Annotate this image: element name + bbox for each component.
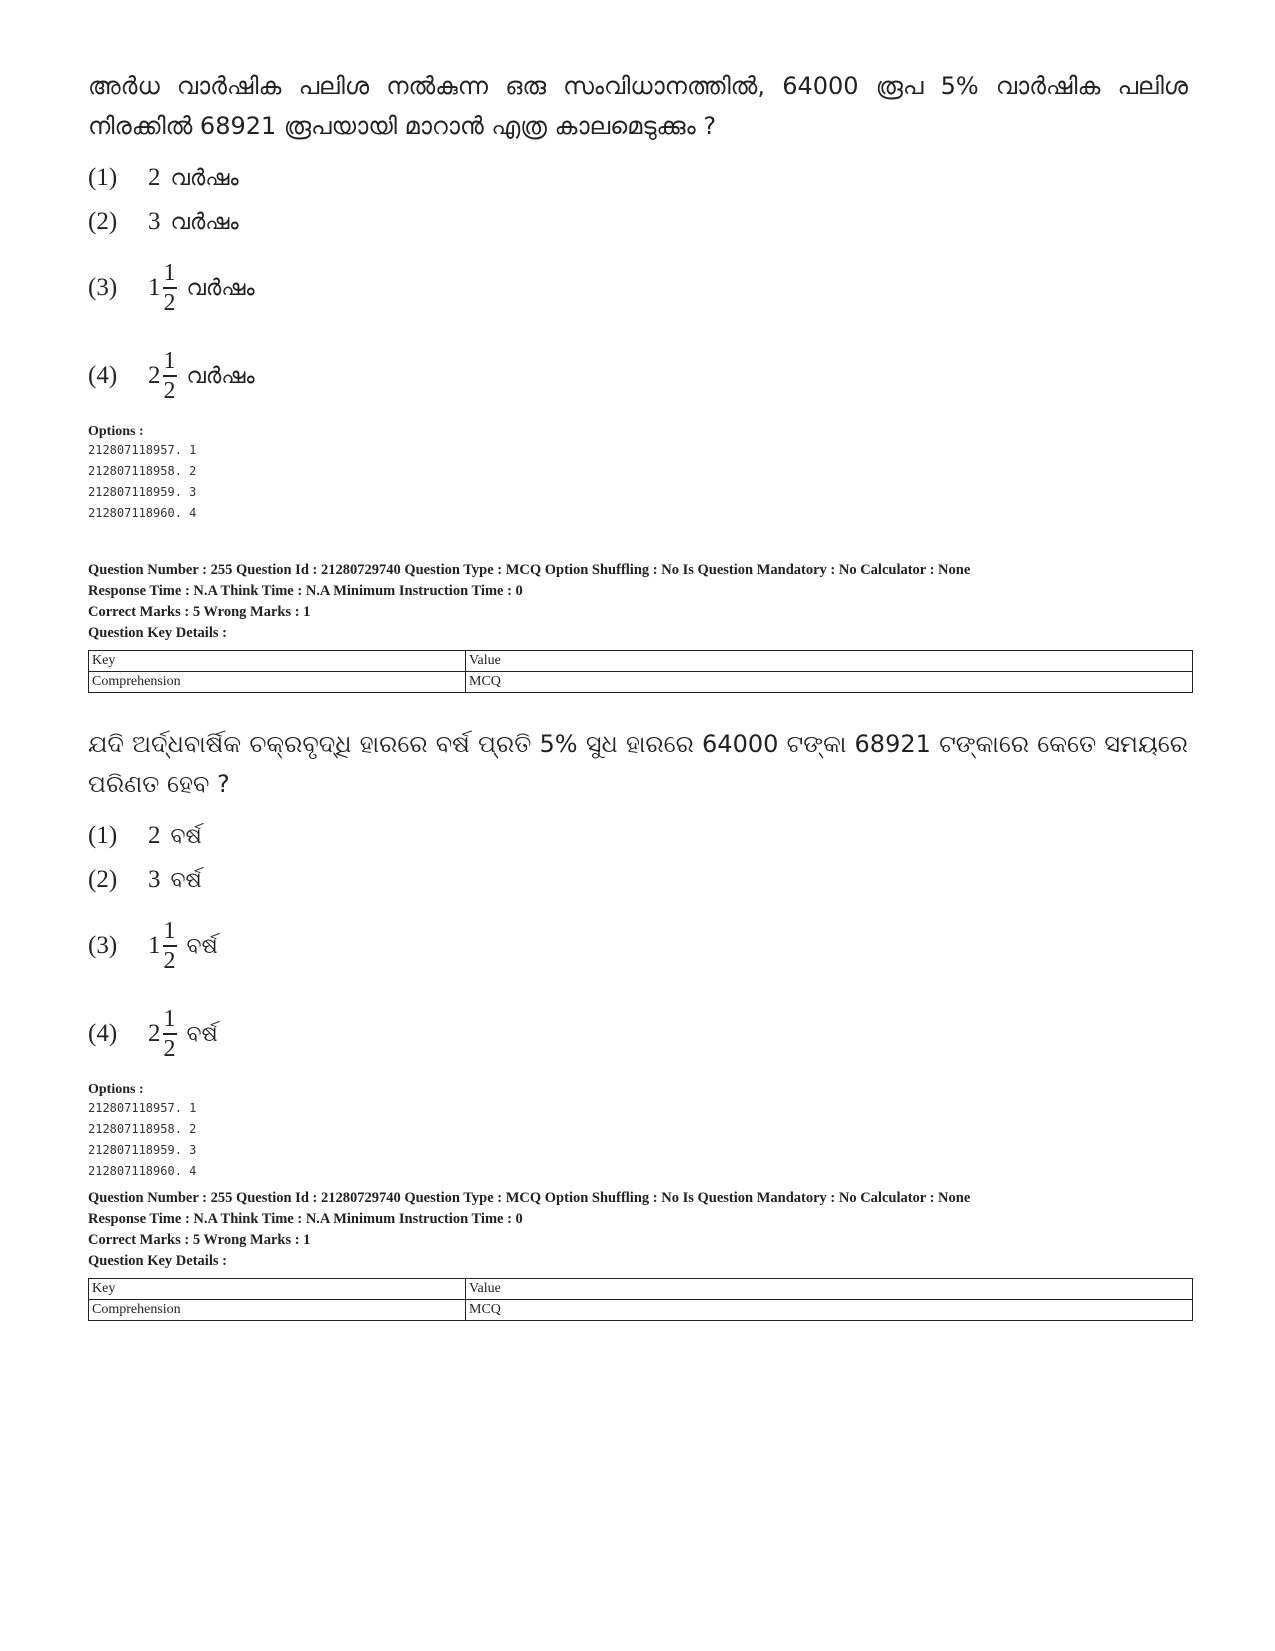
- mixed-fraction: [148, 918, 177, 974]
- option-value: 3: [148, 208, 161, 235]
- options-label: Options :: [88, 424, 144, 439]
- table-header-row: [89, 1279, 1193, 1300]
- option-id: 212807118960. 4: [88, 506, 197, 520]
- table-header-row: [89, 651, 1193, 672]
- fraction-whole: 1: [148, 932, 161, 959]
- option-number: (2): [88, 866, 118, 893]
- option-number: (4): [88, 1020, 118, 1047]
- question-meta: [88, 560, 1198, 644]
- mixed-fraction: [148, 1006, 177, 1062]
- meta-line: Correct Marks : 5 Wrong Marks : 1: [88, 1232, 311, 1248]
- option-unit: വർഷം: [186, 363, 255, 389]
- fraction-bar: [163, 945, 177, 947]
- fraction-denominator: 2: [163, 289, 176, 316]
- option-id: 212807118957. 1: [88, 443, 197, 457]
- meta-line: Question Key Details :: [88, 625, 227, 641]
- table-header-cell: Value: [466, 1279, 1193, 1300]
- fraction-denominator: 2: [163, 1035, 176, 1062]
- option-value: 2: [148, 164, 161, 191]
- meta-line: Correct Marks : 5 Wrong Marks : 1: [88, 604, 311, 620]
- table-header-cell: Key: [89, 1279, 466, 1300]
- option-id: 212807118957. 1: [88, 1101, 197, 1115]
- option-number: (3): [88, 274, 118, 301]
- options-label: Options :: [88, 1082, 144, 1097]
- meta-line: Question Key Details :: [88, 1253, 227, 1269]
- question-block-odia: [88, 724, 1188, 1182]
- meta-line: Response Time : N.A Think Time : N.A Minimum Instruction Time : 0: [88, 583, 523, 599]
- fraction-numerator: 1: [163, 918, 176, 945]
- table-row: [89, 672, 1193, 693]
- option-unit: വർഷം: [170, 209, 239, 235]
- option-unit: ବର୍ଷ: [170, 867, 202, 893]
- fraction-denominator: 2: [163, 377, 176, 404]
- option-1: [88, 814, 1188, 858]
- option-id: 212807118960. 4: [88, 1164, 197, 1178]
- meta-line: Question Number : 255 Question Id : 21280729740 Question Type : MCQ Option Shuffling : No Is Question Mandatory : No Calculator : None: [88, 1190, 971, 1206]
- option-id: 212807118959. 3: [88, 485, 197, 499]
- table-row: [89, 1300, 1193, 1321]
- table-cell: MCQ: [466, 1300, 1193, 1321]
- option-2: [88, 200, 1188, 244]
- option-number: (2): [88, 208, 118, 235]
- option-3: [88, 902, 1188, 990]
- fraction-bar: [163, 1033, 177, 1035]
- fraction-bar: [163, 375, 177, 377]
- fraction-numerator: 1: [163, 260, 176, 287]
- meta-line: Question Number : 255 Question Id : 21280729740 Question Type : MCQ Option Shuffling : No Is Question Mandatory : No Calculator : None: [88, 562, 971, 578]
- fraction-denominator: 2: [163, 947, 176, 974]
- option-number: (1): [88, 164, 118, 191]
- table-cell: Comprehension: [89, 1300, 466, 1321]
- option-4: [88, 990, 1188, 1078]
- question-meta: [88, 1188, 1198, 1272]
- question-key-table: [88, 650, 1193, 693]
- fraction-numerator: 1: [163, 1006, 176, 1033]
- fraction-whole: 1: [148, 274, 161, 301]
- option-value: 3: [148, 866, 161, 893]
- option-4: [88, 332, 1188, 420]
- fraction-whole: 2: [148, 362, 161, 389]
- option-number: (1): [88, 822, 118, 849]
- option-1: [88, 156, 1188, 200]
- fraction-whole: 2: [148, 1020, 161, 1047]
- meta-line: Response Time : N.A Think Time : N.A Minimum Instruction Time : 0: [88, 1211, 523, 1227]
- fraction-bar: [163, 287, 177, 289]
- option-unit: ବର୍ଷ: [186, 933, 218, 959]
- mixed-fraction: [148, 348, 177, 404]
- fraction-numerator: 1: [163, 348, 176, 375]
- option-value: 2: [148, 822, 161, 849]
- option-3: [88, 244, 1188, 332]
- question-text: ଯଦି ଅର୍ଦ୍ଧବାର୍ଷିକ ଚକ୍ରବୃଦ୍ଧି ହାରରେ ବର୍ଷ ପ୍ରତି 5% ସୁଧ ହାରରେ 64000 ଟଙ୍କା 68921 ଟଙ୍କାରେ କେତେ ସମୟରେ ପରିଣତ ହେବ ?: [88, 730, 1188, 798]
- table-header-cell: Value: [466, 651, 1193, 672]
- option-id: 212807118958. 2: [88, 464, 197, 478]
- option-unit: വർഷം: [186, 275, 255, 301]
- option-unit: വർഷം: [170, 165, 239, 191]
- option-unit: ବର୍ଷ: [170, 823, 202, 849]
- question-text: അർധ വാർഷിക പലിശ നൽകുന്ന ഒരു സംവിധാനത്തിൽ, 64000 രൂപ 5% വാർഷിക പലിശ നിരക്കിൽ 68921 രൂപയായി മാറാൻ എത്ര കാലമെടുക്കും ?: [88, 72, 1188, 140]
- option-number: (3): [88, 932, 118, 959]
- option-id: 212807118958. 2: [88, 1122, 197, 1136]
- table-header-cell: Key: [89, 651, 466, 672]
- option-id: 212807118959. 3: [88, 1143, 197, 1157]
- table-cell: Comprehension: [89, 672, 466, 693]
- question-key-table: [88, 1278, 1193, 1321]
- mixed-fraction: [148, 260, 177, 316]
- question-block-malayalam: [88, 66, 1188, 524]
- option-2: [88, 858, 1188, 902]
- option-unit: ବର୍ଷ: [186, 1021, 218, 1047]
- table-cell: MCQ: [466, 672, 1193, 693]
- option-number: (4): [88, 362, 118, 389]
